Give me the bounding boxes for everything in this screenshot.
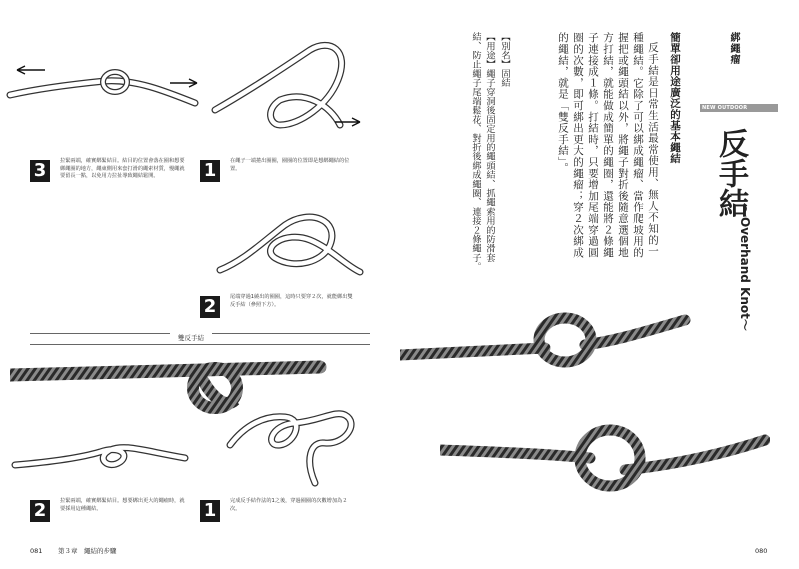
step-caption: 完成反手結作法的1之後，穿過圈圈的次數增加為２次。 [230, 498, 348, 512]
step1-illustration [210, 30, 370, 150]
overhand-photo-top [400, 300, 700, 380]
alias-value: 固結 [499, 68, 510, 88]
step-caption: 尾端穿過1繞出的圈圈，這時只要穿２次，就能綁出雙反手結（參照下方）。 [230, 294, 353, 308]
step-number: 2 [200, 296, 220, 318]
category-label: 綁繩瘤 [728, 32, 739, 65]
page-title: 反手結 [713, 128, 748, 218]
page-number: 080 [755, 547, 768, 555]
section-divider [30, 333, 370, 345]
step-number: 1 [200, 160, 220, 182]
step-caption: 拉緊兩端，確實綁緊結目。想要綁出更大的繩瘤時，就要採用這種繩結。 [60, 498, 185, 512]
step-caption: 拉緊兩端，確實綁緊結目。結目的位置會落在圈和想要綁繩圈的地方，繩東側用來套打滑的繩索材質，慢繩就要留長一點，以免用力拉扯導致繩結鬆開。 [60, 158, 185, 179]
alias-label: 【別名】 [499, 32, 510, 69]
step-caption: 在繩子一端捲出圈圈，圈圈的位置即是想綁繩結的位置。 [230, 158, 350, 172]
section-heading: 簡單卻用途廣泛的基本繩結 [669, 32, 681, 164]
alias-block [498, 32, 511, 272]
step-number: 1 [200, 500, 220, 522]
chapter-title: 第３章 繩結的步驟 [58, 547, 117, 555]
usage-label: 【用途】 [484, 32, 495, 69]
step3-illustration [5, 55, 205, 115]
handbook-label: NEW OUTDOOR HANDBOOK [702, 105, 748, 119]
usage-value: 繩子穿洞後固定用的繩頭結、抓繩索用的防滑套結、防止繩子尾端鬆花、對折後綁成繩圈、連接２條繩子。 [470, 32, 495, 272]
usage-block [440, 32, 496, 272]
page-number: 081 [30, 547, 43, 555]
handbook-bar [700, 104, 778, 119]
subtitle-wrapper [740, 205, 760, 355]
step-number: 3 [30, 160, 50, 182]
arrow-left-icon [17, 66, 45, 74]
section-title: 雙反手結 [170, 333, 212, 343]
double-step2-illustration [10, 410, 190, 490]
arrow-right-icon [170, 79, 197, 87]
overhand-photo-bottom [440, 410, 770, 510]
body-text: 反手結是日常生活最常使用、無人不知的一種繩結。它除了可以綁成繩瘤、當作爬坡用的握把或繩頭結以外，將繩子對折後隨意選個地方打結，就能做成簡單的繩圈，還能將２條繩子連接成１條。打結時，只要增加尾端穿過圓圈的次數，即可綁出更大的繩瘤；穿２次綁成的繩結，就是「雙反手結」。 [557, 32, 659, 258]
step2-illustration [215, 200, 365, 290]
double-step1-illustration [225, 395, 370, 490]
page-subtitle: ～Overhand Knot～ [738, 205, 752, 331]
step-number: 2 [30, 500, 50, 522]
